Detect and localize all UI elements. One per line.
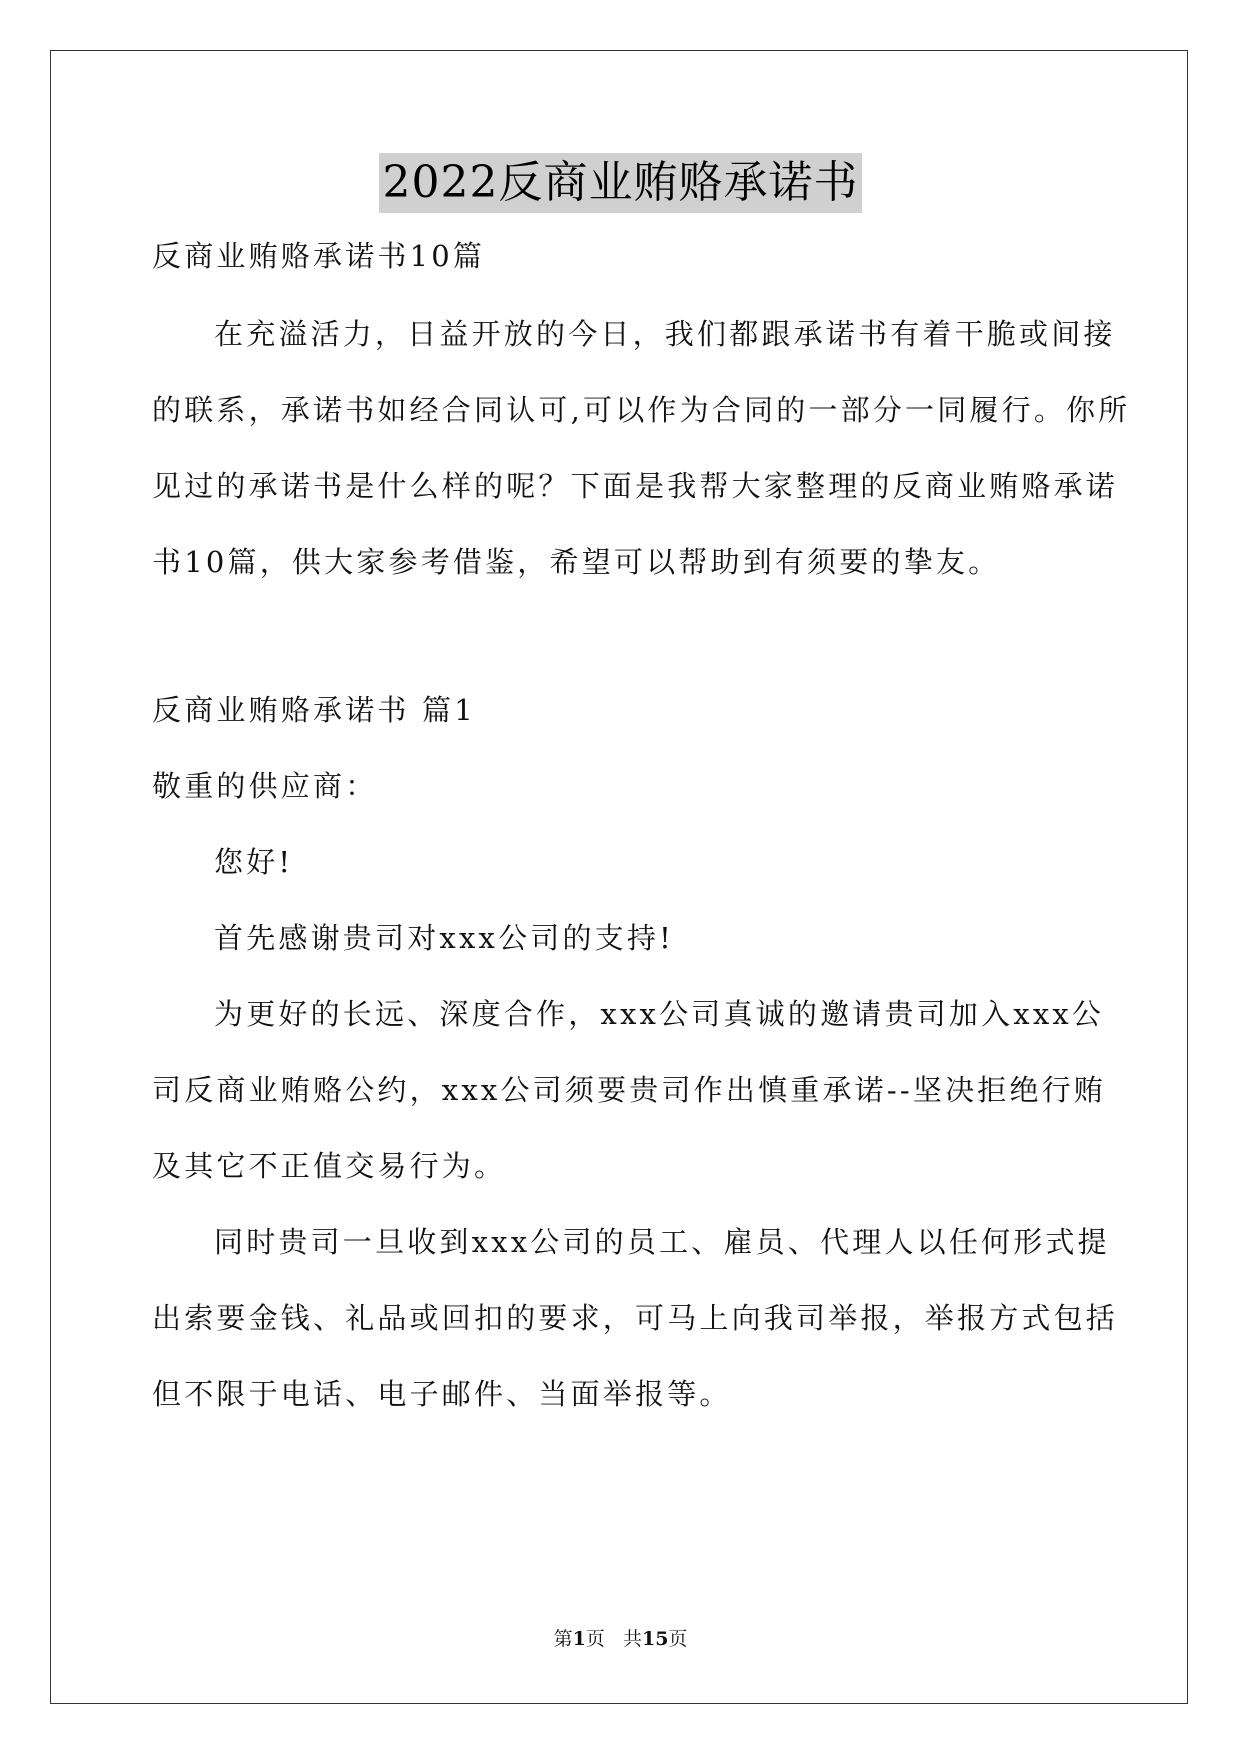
document-title: 2022反商业贿赂承诺书 bbox=[379, 153, 863, 213]
total-prefix: 共 bbox=[622, 1628, 642, 1650]
paragraph-line: 见过的承诺书是什么样的呢？下面是我帮大家整理的反商业贿赂承诺 bbox=[152, 469, 1119, 503]
paragraph-line: 在充溢活力，日益开放的今日，我们都跟承诺书有着干脆或间接 bbox=[214, 317, 1116, 351]
paragraph-line: 出索要金钱、礼品或回扣的要求，可马上向我司举报，举报方式包括 bbox=[152, 1301, 1119, 1335]
title-container bbox=[0, 153, 1241, 213]
page-footer bbox=[0, 1627, 1241, 1651]
total-pages: 15 bbox=[641, 1628, 669, 1650]
salutation-line: 敬重的供应商： bbox=[152, 769, 378, 803]
paragraph-line: 及其它不正值交易行为。 bbox=[152, 1149, 507, 1183]
paragraph-line: 的联系，承诺书如经合同认可,可以作为合同的一部分一同履行。你所 bbox=[152, 393, 1131, 427]
page-suffix: 页 bbox=[585, 1628, 605, 1650]
paragraph-line: 司反商业贿赂公约，xxx公司须要贵司作出慎重承诺--坚决拒绝行贿 bbox=[152, 1073, 1107, 1107]
page-number: 1 bbox=[572, 1628, 586, 1650]
paragraph-line: 为更好的长远、深度合作，xxx公司真诚的邀请贵司加入xxx公 bbox=[214, 997, 1105, 1031]
paragraph-line: 首先感谢贵司对xxx公司的支持! bbox=[214, 921, 674, 955]
paragraph-line: 但不限于电话、电子邮件、当面举报等。 bbox=[152, 1377, 732, 1411]
paragraph-line: 同时贵司一旦收到xxx公司的员工、雇员、代理人以任何形式提 bbox=[214, 1225, 1110, 1259]
subtitle-line: 反商业贿赂承诺书10篇 bbox=[152, 239, 486, 273]
total-suffix: 页 bbox=[668, 1628, 688, 1650]
page-prefix: 第 bbox=[553, 1628, 573, 1650]
section-heading: 反商业贿赂承诺书 篇1 bbox=[152, 693, 476, 727]
greeting-line: 您好! bbox=[214, 845, 294, 879]
paragraph-line: 书10篇，供大家参考借鉴，希望可以帮助到有须要的挚友。 bbox=[152, 545, 1001, 579]
